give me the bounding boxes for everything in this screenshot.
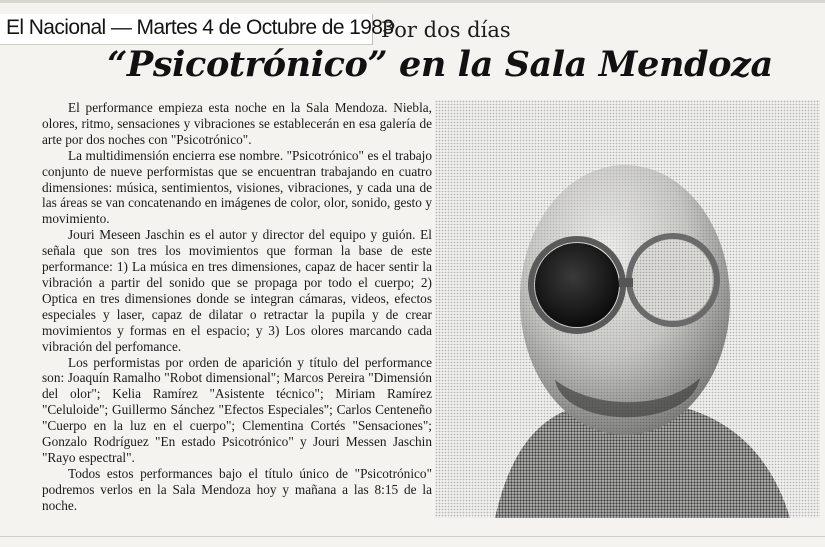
headline: “Psicotrónico” en la Sala Mendoza: [107, 44, 773, 85]
clipping-top-edge: [0, 0, 825, 3]
article-paragraph: Los performistas por orden de aparición y título del performance son: Joaquín Ramalho "Robot dimensional"; Marcos Pereira "Dimensión del olor"; Kelia Ramírez "Asistente técnico"; Miriam Ramírez "Celuloide"; Guillermo Sánchez "Efectos Especiales"; Carlos Centeneño "Cuerpo en la luz en el cuerpo"; Clementina Cortés "Sensaciones"; Gonzalo Rodríguez "En estado Psicotrónico" y Jouri Messen Jaschin "Rayo espectral".: [42, 354, 432, 465]
article-body: [42, 100, 432, 514]
photo-illustration: [435, 100, 820, 518]
article-paragraph: Jouri Meseen Jaschin es el autor y director del equipo y guión. El señala que son tres los movimientos que forman la base de este performance: 1) La música en tres dimensiones, capaz de hacer sentir la vibración a partir del sonido que se propaga por todo el cuerpo; 2) Optica en tres dimensiones donde se integran cámaras, videos, efectos especiales y laser, capaz de dilatar o retractar la pupila y de crear movimientos y formas en el espacio; y 3) Los olores marcando cada vibración del perfomance.: [42, 227, 432, 354]
article-paragraph: La multidimensión encierra ese nombre. "Psicotrónico" es el trabajo conjunto de nueve performistas que se encuentran trabajando en cuatro dimensiones: música, sentimientos, visiones, vibraciones, y cada una de las áreas se van concatenando en imágenes de color, olor, sonido, gesto y movimiento.: [42, 147, 432, 227]
article-paragraph: Todos estos performances bajo el título único de "Psicotrónico" podremos verlos en la Sala Mendoza hoy y mañana a las 8:15 de la noche.: [42, 465, 432, 513]
article-paragraph: El performance empieza esta noche en la Sala Mendoza. Niebla, olores, ritmo, sensaciones y vibraciones se establecerán en esa galería de arte por dos noches con "Psicotrónico".: [42, 100, 432, 147]
masthead-strip: [0, 14, 394, 45]
kicker: Por dos días: [381, 18, 511, 42]
clipping-bottom-edge: [0, 536, 825, 537]
halftone-photo: [435, 100, 820, 518]
masthead-text: El Nacional — Martes 4 de Octubre de 1983: [6, 16, 394, 39]
